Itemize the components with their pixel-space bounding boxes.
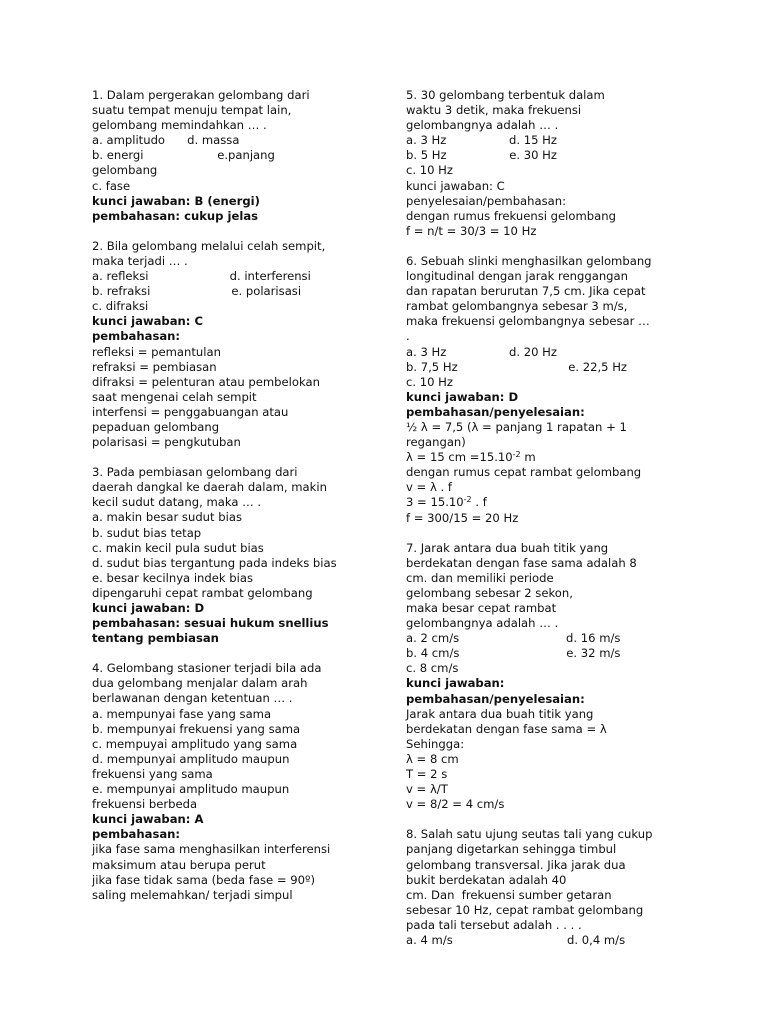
question-text-line (92, 375, 392, 390)
line-text: Sehingga: (406, 736, 465, 751)
line-text: 5. 30 gelombang terbentuk dalam (406, 88, 605, 102)
line-text: gelombang (92, 163, 158, 178)
line-text: c. fase (92, 178, 131, 193)
line-text: berdekatan dengan fase sama = λ (406, 721, 607, 736)
question-text-line (92, 873, 392, 888)
question-text-line (406, 586, 718, 601)
line-text: gelombangnya adalah … . (406, 118, 559, 133)
line-text: 1. Dalam pergerakan gelombang dari (92, 88, 310, 102)
question-text-line (92, 480, 392, 495)
line-text: f = 300/15 = 20 Hz (406, 510, 519, 525)
line-text: refraksi = pembiasan (92, 359, 217, 374)
question-text-line (406, 103, 718, 118)
question-text-line (92, 405, 392, 420)
question-block-q1 (92, 88, 392, 224)
question-text-line (406, 571, 718, 586)
answer-key-line (92, 329, 392, 344)
question-text-line (406, 314, 718, 329)
question-text-line (92, 691, 392, 706)
line-text: . (406, 329, 410, 344)
question-text-line (406, 209, 718, 224)
question-text-line (406, 707, 718, 722)
line-text: dengan rumus frekuensi gelombang (406, 208, 616, 223)
line-text: kecil sudut datang, maka … . (92, 495, 262, 510)
line-text: polarisasi = pengkutuban (92, 435, 241, 450)
question-text-line (406, 345, 718, 360)
line-text-suffix: m (520, 450, 536, 465)
question-text-line (406, 284, 718, 299)
line-text: cm. Dan frekuensi sumber getaran (406, 887, 612, 902)
question-text-line (406, 299, 718, 314)
line-text: 8. Salah satu ujung seutas tali yang cukup (406, 827, 653, 842)
question-text-line (406, 556, 718, 571)
line-text: frekuensi yang sama (92, 766, 213, 781)
question-block-q4 (92, 661, 392, 903)
question-text-line (406, 842, 718, 857)
line-text: daerah dangkal ke daerah dalam, makin (92, 480, 327, 495)
line-text: c. makin kecil pula sudut bias (92, 540, 264, 555)
question-text-line (92, 571, 392, 586)
question-text-line (406, 661, 718, 676)
line-text: b. 7,5 Hz e. 22,5 Hz (406, 359, 628, 374)
line-text: waktu 3 detik, maka frekuensi (406, 103, 582, 118)
question-block-q8 (406, 827, 718, 948)
question-text-line (92, 767, 392, 782)
question-text-line (406, 601, 718, 616)
question-block-q6 (406, 254, 718, 526)
answer-key-line (92, 314, 392, 329)
line-text: refleksi = pemantulan (92, 344, 221, 359)
question-text-line (406, 888, 718, 903)
question-text-line (92, 797, 392, 812)
question-text-line (92, 133, 392, 148)
line-text: e. besar kecilnya indek bias (92, 570, 254, 585)
exponent: -2 (512, 450, 521, 460)
question-text-line (92, 435, 392, 450)
question-text-line (92, 345, 392, 360)
line-text: 2. Bila gelombang melalui celah sempit, (92, 238, 326, 253)
question-text-line (92, 239, 392, 254)
line-text: jika fase tidak sama (beda fase = 90º) (92, 872, 315, 887)
line-text: dengan rumus cepat rambat gelombang (406, 465, 642, 480)
question-text-line (406, 360, 718, 375)
line-text: dipengaruhi cepat rambat gelombang (92, 585, 313, 600)
line-text: c. difraksi (92, 299, 149, 314)
question-text-line (406, 329, 718, 344)
question-text-line (406, 480, 718, 495)
right-column (406, 88, 718, 963)
question-text-line (406, 797, 718, 812)
question-text-line (406, 646, 718, 661)
question-text-line (406, 918, 718, 933)
line-text: pembahasan/penyelesaian: (406, 404, 585, 419)
line-text: b. energi e.panjang (92, 148, 275, 163)
answer-key-line (406, 692, 718, 707)
question-text-line (406, 752, 718, 767)
question-text-line (92, 752, 392, 767)
line-text: a. 3 Hz d. 20 Hz (406, 344, 557, 359)
question-text-line (406, 435, 718, 450)
line-text: gelombang sebesar 2 sekon, (406, 585, 573, 600)
line-text: cm. dan memiliki periode (406, 570, 554, 585)
question-text-line (406, 767, 718, 782)
line-text: b. 4 cm/s e. 32 m/s (406, 646, 621, 661)
question-text-line (406, 782, 718, 797)
line-text: penyelesaian/pembahasan: (406, 193, 567, 208)
line-text: pembahasan: cukup jelas (92, 208, 259, 223)
question-text-line (406, 163, 718, 178)
question-text-line (406, 88, 718, 103)
question-text-line (406, 827, 718, 842)
question-text-line (406, 616, 718, 631)
question-text-line (92, 541, 392, 556)
question-text-line (92, 103, 392, 118)
question-text-line (406, 903, 718, 918)
question-text-line (406, 858, 718, 873)
question-text-line (406, 133, 718, 148)
question-text-line (406, 224, 718, 239)
question-text-line (406, 118, 718, 133)
question-block-q2 (92, 239, 392, 450)
question-text-line (92, 707, 392, 722)
question-text-line (92, 420, 392, 435)
line-text: tentang pembiasan (92, 631, 219, 646)
line-text: ½ λ = 7,5 (λ = panjang 1 rapatan + 1 (406, 419, 627, 434)
question-text-line (92, 88, 392, 103)
line-text: pembahasan/penyelesaian: (406, 691, 585, 706)
line-text: T = 2 s (406, 767, 448, 782)
question-text-line (92, 390, 392, 405)
question-text-line (406, 450, 718, 465)
line-text: kunci jawaban: C (406, 178, 505, 193)
question-block-q7 (406, 541, 718, 813)
question-block-q5 (406, 88, 718, 239)
question-text-line (92, 556, 392, 571)
line-text: 4. Gelombang stasioner terjadi bila ada (92, 661, 322, 676)
question-text-line (92, 676, 392, 691)
line-text: gelombang transversal. Jika jarak dua (406, 857, 626, 872)
answer-key-line (92, 812, 392, 827)
question-text-line (92, 842, 392, 857)
line-text: dua gelombang menjalar dalam arah (92, 676, 308, 691)
answer-key-line (92, 209, 392, 224)
line-text: a. refleksi d. interferensi (92, 269, 311, 284)
line-text: pembahasan: (92, 827, 181, 842)
line-text: d. sudut bias tergantung pada indeks bias (92, 555, 337, 570)
question-block-q3 (92, 465, 392, 646)
line-text: pepaduan gelombang (92, 419, 220, 434)
question-text-line (406, 148, 718, 163)
line-text: maka terjadi … . (92, 253, 188, 268)
line-text: interfensi = penggabuangan atau (92, 404, 289, 419)
answer-key-line (92, 616, 392, 631)
line-text: kunci jawaban: A (92, 812, 204, 827)
question-text-line (406, 737, 718, 752)
question-text-line (406, 375, 718, 390)
question-text-line (406, 541, 718, 556)
line-text: 3 = 15.10 (406, 495, 464, 510)
line-text: b. 5 Hz e. 30 Hz (406, 148, 557, 163)
question-text-line (92, 782, 392, 797)
line-text: d. mempunyai amplitudo maupun (92, 751, 290, 766)
line-text: pembahasan: sesuai hukum snellius (92, 616, 329, 631)
line-text: a. mempunyai fase yang sama (92, 706, 272, 721)
line-text: kunci jawaban: C (92, 314, 203, 329)
answer-key-line (406, 390, 718, 405)
line-text: regangan) (406, 435, 466, 450)
question-text-line (406, 495, 718, 510)
line-text: panjang digetarkan sehingga timbul (406, 842, 617, 857)
line-text: b. refraksi e. polarisasi (92, 284, 302, 299)
question-text-line (92, 888, 392, 903)
exponent: -2 (463, 495, 472, 505)
line-text: frekuensi berbeda (92, 797, 198, 812)
question-text-line (92, 465, 392, 480)
line-text: saling melemahkan/ terjadi simpul (92, 887, 293, 902)
answer-key-line (92, 631, 392, 646)
line-text: dan rapatan berurutan 7,5 cm. Jika cepat (406, 284, 646, 299)
line-text: 7. Jarak antara dua buah titik yang (406, 540, 609, 555)
line-text: a. 3 Hz d. 15 Hz (406, 133, 557, 148)
answer-key-line (92, 194, 392, 209)
line-text: b. sudut bias tetap (92, 525, 202, 540)
question-text-line (406, 511, 718, 526)
question-text-line (92, 179, 392, 194)
line-text: bukit berdekatan adalah 40 (406, 872, 567, 887)
question-text-line (406, 254, 718, 269)
line-text: pada tali tersebut adalah . . . . (406, 917, 582, 932)
line-text: jika fase sama menghasilkan interferensi (92, 842, 331, 857)
question-text-line (92, 360, 392, 375)
question-text-line (92, 737, 392, 752)
question-text-line (92, 586, 392, 601)
line-text: kunci jawaban: (406, 676, 505, 691)
line-text: suatu tempat menuju tempat lain, (92, 103, 292, 118)
line-text: c. 10 Hz (406, 374, 453, 389)
question-text-line (406, 465, 718, 480)
line-text: v = 8/2 = 4 cm/s (406, 797, 505, 812)
question-text-line (406, 194, 718, 209)
question-text-line (92, 299, 392, 314)
line-text: maksimum atau berupa perut (92, 857, 266, 872)
question-text-line (406, 420, 718, 435)
question-text-line (92, 269, 392, 284)
question-text-line (92, 254, 392, 269)
line-text: b. mempunyai frekuensi yang sama (92, 721, 301, 736)
line-text: maka besar cepat rambat (406, 601, 557, 615)
left-column (92, 88, 392, 918)
line-text: gelombangnya adalah … . (406, 616, 559, 631)
line-text: berdekatan dengan fase sama adalah 8 (406, 555, 637, 570)
line-text: sebesar 10 Hz, cepat rambat gelombang (406, 902, 644, 917)
line-text: c. 10 Hz (406, 163, 453, 178)
line-text: a. 2 cm/s d. 16 m/s (406, 631, 621, 646)
line-text: f = n/t = 30/3 = 10 Hz (406, 223, 537, 238)
answer-key-line (406, 405, 718, 420)
line-text: e. mempunyai amplitudo maupun (92, 782, 290, 797)
question-text-line (92, 526, 392, 541)
line-text: maka frekuensi gelombangnya sebesar … (406, 314, 650, 329)
line-text: a. amplitudo d. massa (92, 133, 240, 148)
line-text: c. mempuyai amplitudo yang sama (92, 736, 298, 751)
line-text: difraksi = pelenturan atau pembelokan (92, 374, 320, 389)
question-text-line (92, 722, 392, 737)
question-text-line (406, 631, 718, 646)
line-text: a. makin besar sudut bias (92, 510, 242, 525)
question-text-line (92, 163, 392, 178)
question-text-line (92, 495, 392, 510)
answer-key-line (92, 827, 392, 842)
line-text: saat mengenai celah sempit (92, 389, 257, 404)
line-text: longitudinal dengan jarak renggangan (406, 269, 628, 284)
line-text: berlawanan dengan ketentuan … . (92, 691, 293, 706)
line-text: v = λ . f (406, 480, 452, 495)
line-text: λ = 15 cm =15.10 (406, 450, 513, 465)
line-text: a. 4 m/s d. 0,4 m/s (406, 932, 626, 947)
line-text: kunci jawaban: D (406, 389, 519, 404)
line-text: rambat gelombangnya sebesar 3 m/s, (406, 299, 628, 314)
line-text-suffix: . f (471, 495, 487, 510)
line-text: 3. Pada pembiasan gelombang dari (92, 465, 298, 480)
question-text-line (406, 933, 718, 948)
line-text: v = λ/T (406, 782, 448, 797)
line-text: c. 8 cm/s (406, 661, 459, 676)
question-text-line (406, 722, 718, 737)
question-text-line (92, 858, 392, 873)
line-text: Jarak antara dua buah titik yang (406, 706, 594, 721)
line-text: kunci jawaban: D (92, 601, 205, 615)
question-text-line (92, 661, 392, 676)
question-text-line (92, 284, 392, 299)
question-text-line (92, 510, 392, 525)
answer-key-line (406, 676, 718, 691)
line-text: gelombang memindahkan … . (92, 118, 267, 133)
question-text-line (406, 873, 718, 888)
line-text: kunci jawaban: B (energi) (92, 193, 260, 208)
question-text-line (406, 269, 718, 284)
answer-key-line (92, 601, 392, 616)
line-text: 6. Sebuah slinki menghasilkan gelombang (406, 253, 652, 268)
line-text: pembahasan: (92, 329, 181, 344)
line-text: λ = 8 cm (406, 751, 459, 766)
question-text-line (92, 118, 392, 133)
question-text-line (92, 148, 392, 163)
question-text-line (406, 179, 718, 194)
